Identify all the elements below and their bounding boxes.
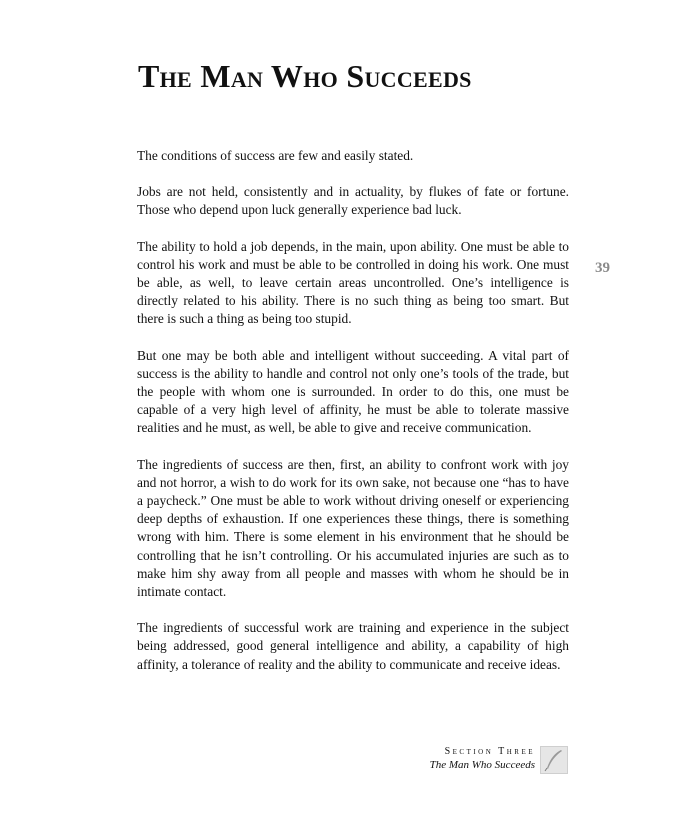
footer-subtitle: The Man Who Succeeds	[429, 759, 535, 771]
page-number: 39	[595, 260, 610, 276]
paragraph: Jobs are not held, consistently and in actuality, by flukes of fate or fortune. Those who depend upon luck generally experience bad luck.	[137, 184, 569, 218]
paragraph: The ability to hold a job depends, in the main, upon ability. One must be able to control his work and must be able to be controlled in doing his work. One must be able, as well, to leave certain areas uncontrolled. One’s intelligence is directly related to his ability. There is no such thing as being too smart. But there is such a thing as being too stupid.	[137, 238, 569, 327]
paragraph: The ingredients of successful work are training and experience in the subject being addressed, good general intelligence and ability, a capability of high affinity, a tolerance of reality and the ability to communicate and receive ideas.	[137, 620, 569, 672]
body-text	[137, 147, 569, 692]
paragraph: The conditions of success are few and easily stated.	[137, 148, 414, 163]
quill-icon-graphic	[541, 747, 567, 773]
page-title: The Man Who Succeeds	[138, 58, 472, 94]
footer-section: Section Three	[444, 746, 535, 757]
quill-icon	[540, 746, 568, 774]
paragraph: The ingredients of success are then, first, an ability to confront work with joy and not horror, a wish to do work for its own sake, not because one “has to have a paycheck.” One must be able to work without driving oneself or experiencing deep depths of exhaustion. If one experiences these things, there is something wrong with him. There is some element in his environment that he should be controlling that he isn’t controlling. Or his accumulated injuries are such as to make him shy away from all people and masses with whom he should be in intimate contact.	[137, 456, 569, 600]
footer	[430, 745, 535, 772]
paragraph: But one may be both able and intelligent without succeeding. A vital part of success is the ability to handle and control not only one’s tools of the trade, but the people with whom one is surrounded. In order to do this, one must be capable of a very high level of affinity, he must be able to tolerate massive realities and he must, as well, be able to give and receive communication.	[137, 347, 569, 436]
